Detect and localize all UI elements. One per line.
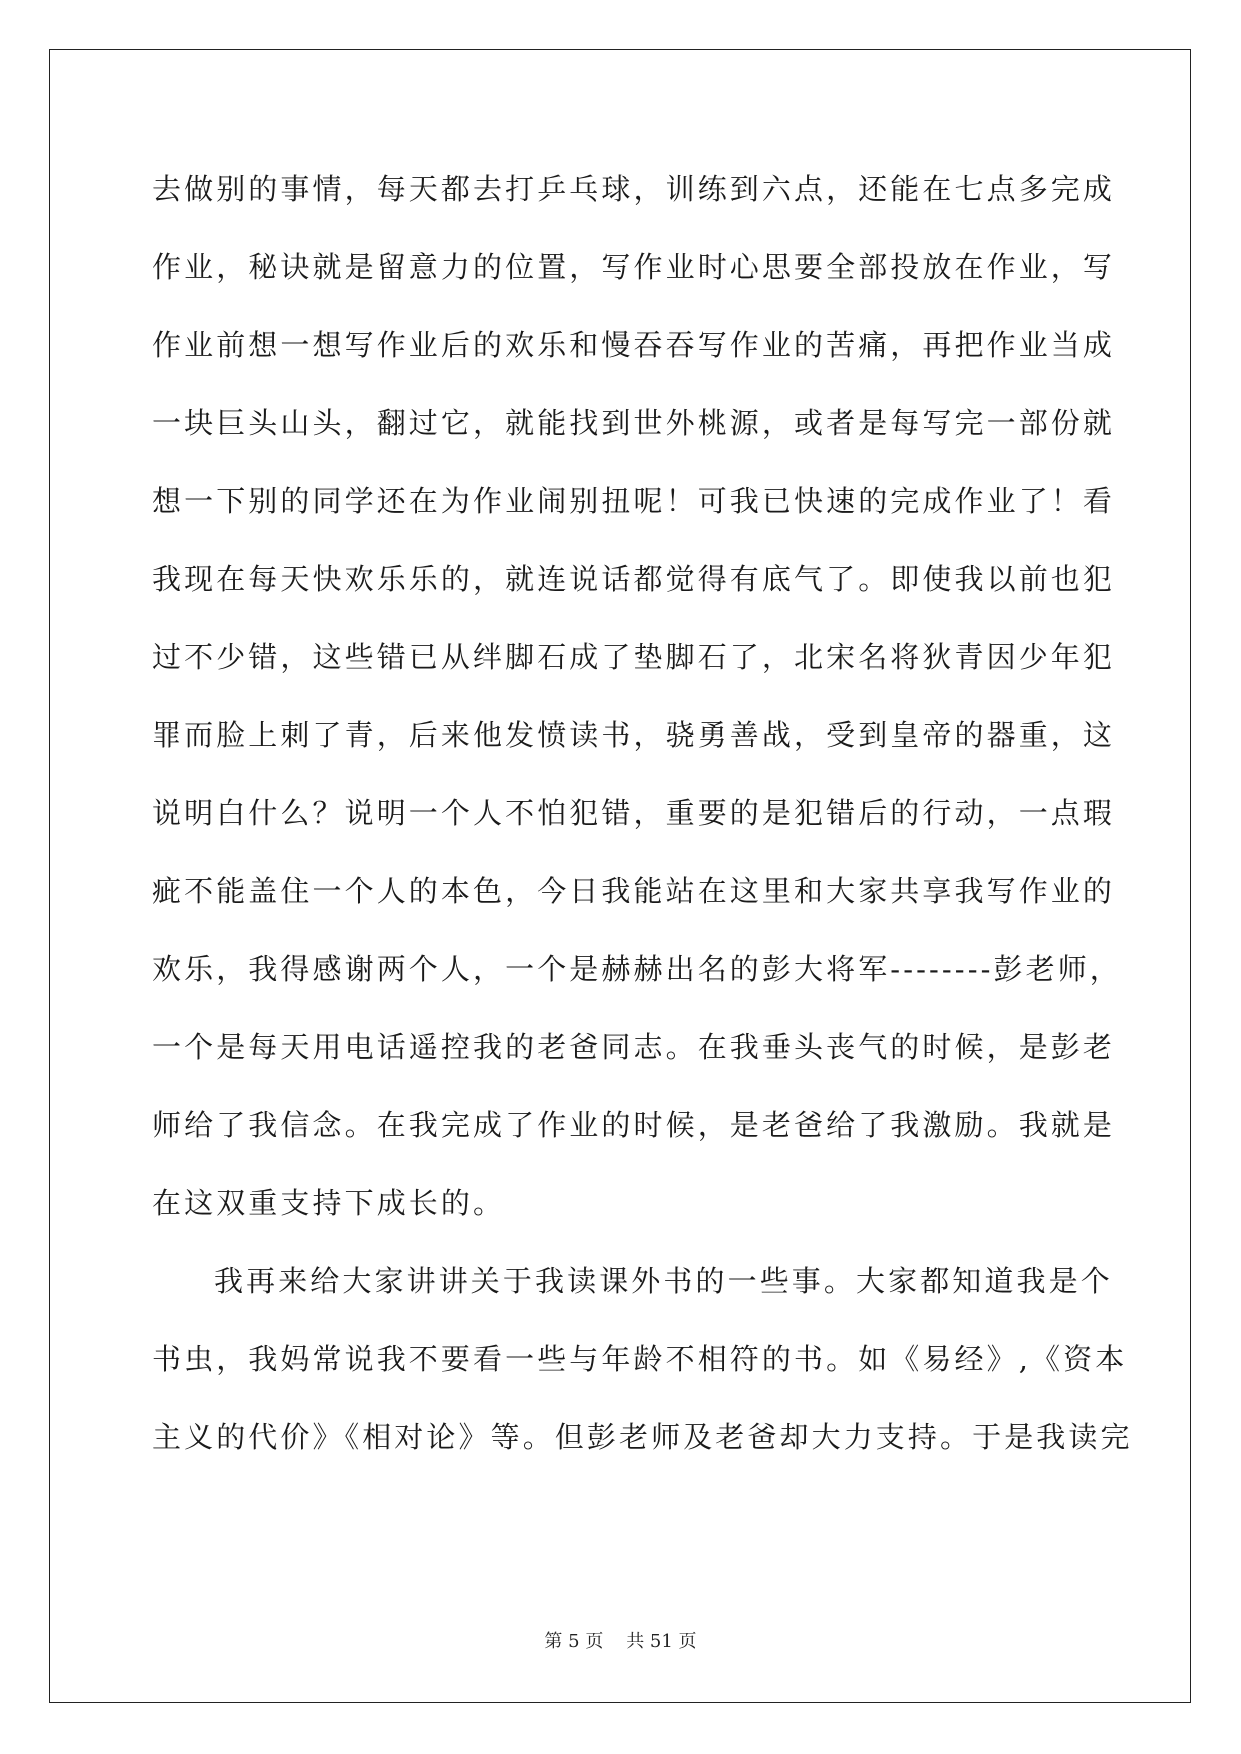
text-line: 说明白什么？说明一个人不怕犯错，重要的是犯错后的行动，一点瑕	[152, 796, 1116, 830]
text-line: 书虫，我妈常说我不要看一些与年龄不相符的书。如《易经》,《资本	[152, 1342, 1128, 1376]
text-line: 去做别的事情，每天都去打乒乓球，训练到六点，还能在七点多完成	[152, 172, 1116, 206]
text-line: 我现在每天快欢乐乐的，就连说话都觉得有底气了。即使我以前也犯	[152, 562, 1116, 596]
text-line: 想一下别的同学还在为作业闹别扭呢！可我已快速的完成作业了！看	[152, 484, 1116, 518]
text-line: 作业前想一想写作业后的欢乐和慢吞吞写作业的苦痛，再把作业当成	[152, 328, 1116, 362]
text-line: 疵不能盖住一个人的本色，今日我能站在这里和大家共享我写作业的	[152, 874, 1116, 908]
paragraph-first-line: 我再来给大家讲讲关于我读课外书的一些事。大家都知道我是个	[214, 1264, 1113, 1298]
text-line: 在这双重支持下成长的。	[152, 1186, 506, 1220]
page-number-footer: 第 5 页 共 51 页	[544, 1631, 697, 1652]
text-line: 一个是每天用电话遥控我的老爸同志。在我垂头丧气的时候，是彭老	[152, 1030, 1116, 1064]
text-line: 作业，秘诀就是留意力的位置，写作业时心思要全部投放在作业，写	[152, 250, 1116, 284]
text-line: 欢乐，我得感谢两个人，一个是赫赫出名的彭大将军--------彭老师，	[152, 952, 1122, 986]
text-line: 主义的代价》《相对论》等。但彭老师及老爸却大力支持。于是我读完	[152, 1420, 1133, 1454]
text-line: 罪而脸上刺了青，后来他发愤读书，骁勇善战，受到皇帝的器重，这	[152, 718, 1116, 752]
text-line: 师给了我信念。在我完成了作业的时候，是老爸给了我激励。我就是	[152, 1108, 1116, 1142]
text-line: 过不少错，这些错已从绊脚石成了垫脚石了，北宋名将狄青因少年犯	[152, 640, 1116, 674]
document-body	[152, 158, 1133, 1484]
text-line: 一块巨头山头，翻过它，就能找到世外桃源，或者是每写完一部份就	[152, 406, 1116, 440]
